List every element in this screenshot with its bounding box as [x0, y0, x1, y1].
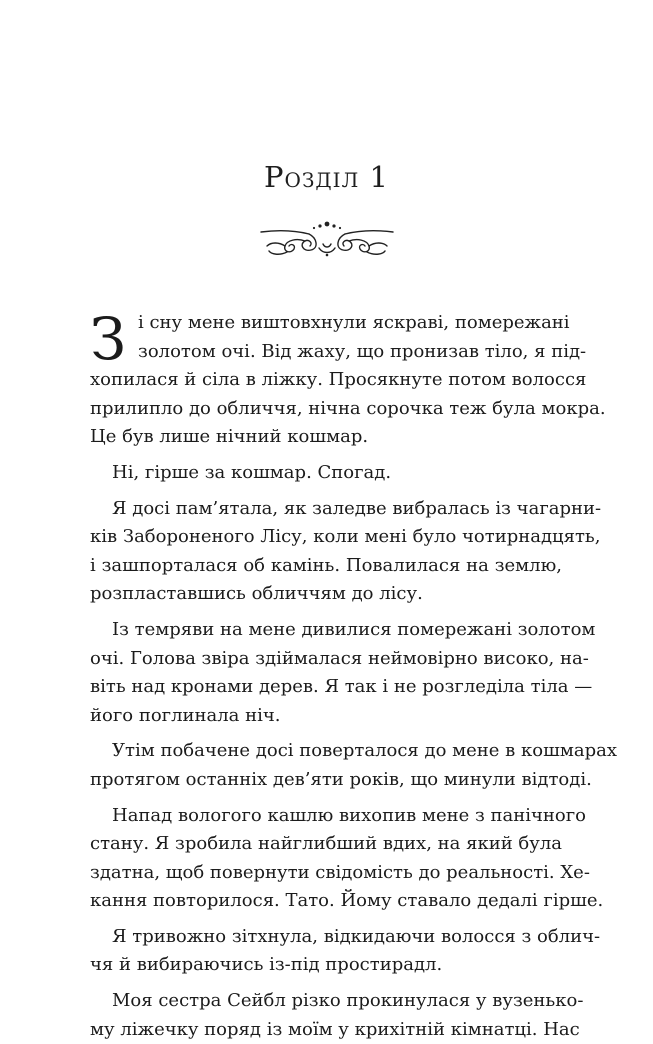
text-line: Утім побачене досі поверталося до мене в кошмарах: [112, 740, 617, 762]
text-line: Я досі пам’ятала, як заледве вибралась із чагарни-: [112, 497, 602, 519]
text-line: протягом останніх дев’яти років, що минули відтоді.: [90, 768, 592, 790]
text-line: його поглинала ніч.: [90, 704, 281, 726]
text-line: кання повторилося. Тато. Йому ставало дедалі гірше.: [90, 890, 604, 912]
text-line: ків Забороненого Лісу, коли мені було чотирнадцять,: [90, 526, 601, 548]
paragraph: [90, 616, 596, 730]
paragraph: [90, 495, 602, 609]
text-line: Із темряви на мене дивилися помережані золотом: [112, 618, 596, 640]
text-line: Моя сестра Сейбл різко прокинулася у вузенько-: [112, 990, 584, 1012]
chapter-title: Розділ 1: [264, 160, 389, 194]
text-line: Я тривожно зітхнула, відкидаючи волосся з облич-: [112, 925, 601, 947]
text-line: чя й вибираючись із-під простирадл.: [90, 954, 443, 976]
drop-cap: З: [90, 305, 127, 373]
text-line: хопилася й сіла в ліжку. Просякнуте потом волосся: [90, 369, 587, 391]
paragraph: [90, 923, 601, 980]
text-line: золотом очі. Від жаху, що пронизав тіло, я під-: [138, 340, 587, 362]
text-line: і сну мене виштовхнули яскраві, помережані: [138, 312, 570, 333]
text-line: му ліжечку поряд із моїм у крихітній кімнатці. Нас: [90, 1018, 580, 1040]
paragraph: [90, 987, 584, 1044]
text-line: прилипло до обличчя, нічна сорочка теж була мокра.: [90, 397, 606, 419]
text-line: здатна, щоб повернути свідомість до реальності. Хе-: [90, 861, 590, 883]
text-line: Це був лише нічний кошмар.: [90, 426, 369, 448]
text-line: стану. Я зробила найглибший вдих, на який була: [90, 833, 563, 855]
text-line: Напад вологого кашлю вихопив мене з панічного: [112, 804, 587, 826]
text-line: Ні, гірше за кошмар. Спогад.: [112, 461, 392, 483]
paragraph: [90, 305, 606, 452]
paragraph: [90, 802, 604, 916]
text-line: розпластавшись обличчям до лісу.: [90, 583, 423, 605]
text-line: віть над кронами дерев. Я так і не розгледіла тіла —: [90, 676, 593, 698]
text-line: очі. Голова звіра здіймалася неймовірно високо, на-: [90, 647, 589, 669]
ornament-flourish-icon: [257, 218, 397, 258]
text-line: і зашпорталася об камінь. Повалилася на землю,: [90, 554, 562, 576]
chapter-body: [90, 305, 617, 1044]
paragraph: [90, 737, 617, 794]
paragraph: [90, 459, 562, 488]
